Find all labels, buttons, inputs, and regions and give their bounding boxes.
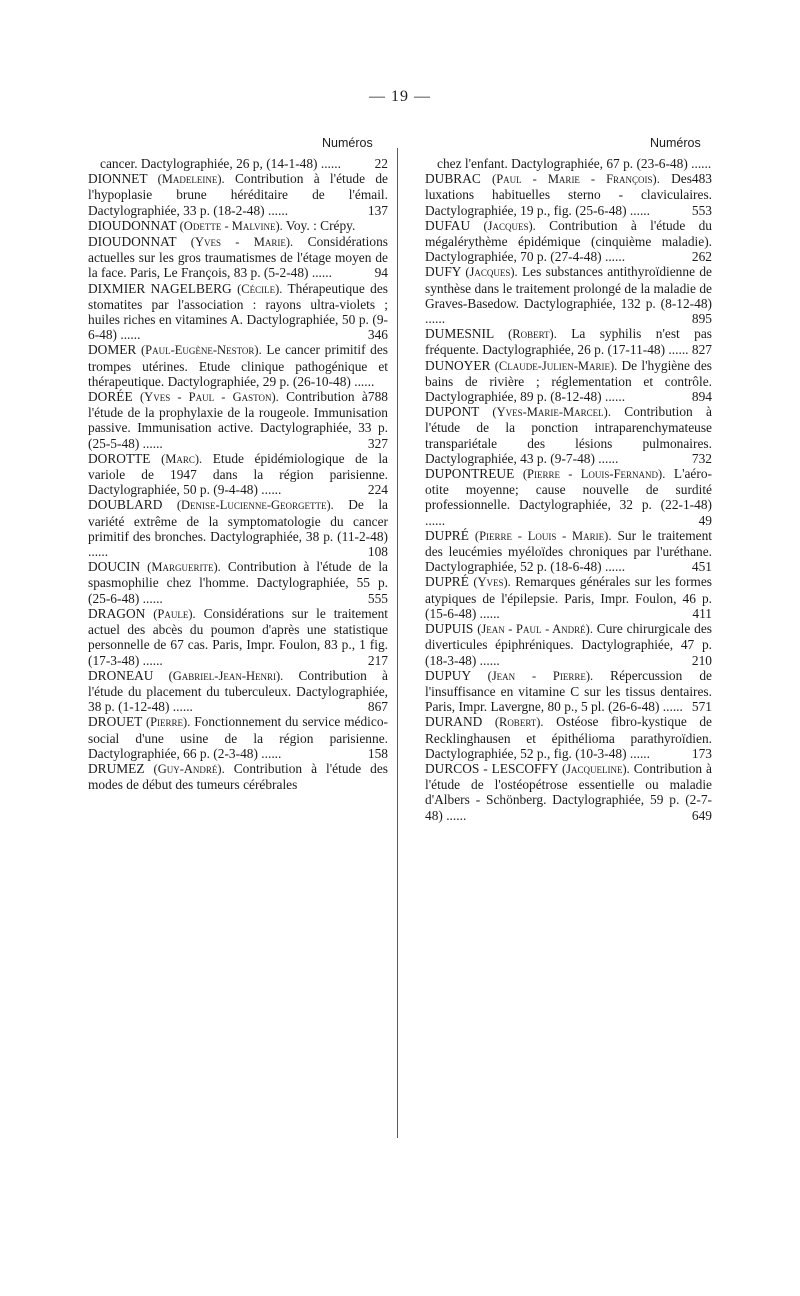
leader-dots: ...... xyxy=(476,652,500,668)
leader-dots: ...... xyxy=(601,389,626,405)
author-surname: DIOUDONNAT xyxy=(88,234,177,250)
left-column xyxy=(88,156,388,792)
entry-number: 327 xyxy=(367,435,388,451)
thesis-description: Répercussion de l'insuffisance en vitamine C sur les tissus dentaires. Paris, Impr. Lavergne, 80 p., 5 pl. (26-6-48) xyxy=(425,667,712,715)
leader-dots: ...... xyxy=(425,512,446,528)
leader-dots: ...... xyxy=(476,605,500,621)
entry-number: 224 xyxy=(367,482,388,498)
thesis-description: Considérations sur le traitement actuel des abcès du poumon d'après une statistique personnelle de 67 cas. Paris, Impr. Foulon, 83 p., 1 fig. (17-3-48) xyxy=(88,605,388,668)
author-given-names: (Yves - Paul - Gaston). xyxy=(140,390,279,405)
page-number: — 19 — xyxy=(369,88,431,105)
leader-dots: ...... xyxy=(442,807,467,823)
index-entry xyxy=(88,218,388,234)
thesis-description: Contribution à l'étude de l'hypoplasie brune héréditaire de l'émail. Dactylographiée, 33 p. (18-2-48) xyxy=(88,171,389,218)
author-given-names: (Paul - Marie - François). xyxy=(492,172,660,187)
thesis-description: Contribution à l'étude de la spasmophilie chez l'homme. Dactylographiée, 55 p. (25-6-48) xyxy=(88,559,388,606)
leader-dots: ...... xyxy=(425,311,446,327)
index-entry xyxy=(88,234,388,281)
leader-dots: ...... xyxy=(594,450,619,466)
author-surname: DUPUIS xyxy=(425,621,474,637)
entry-number: 108 xyxy=(367,544,388,560)
entry-number: 262 xyxy=(691,249,712,265)
entry-number: 346 xyxy=(367,327,388,343)
author-surname: DRONEAU xyxy=(88,667,154,683)
leader-dots: ...... xyxy=(88,544,109,560)
author-surname: DIONNET xyxy=(88,171,148,187)
leader-dots: ...... xyxy=(317,156,341,171)
author-given-names: (Paule). xyxy=(153,606,196,621)
index-entry xyxy=(425,761,712,823)
thesis-description: Les substances antithyroïdienne de synthèse dans le traitement prolongé de la maladie de Graves-Basedow. Dactylographiée, 132 p. (8-12-48) xyxy=(425,264,712,311)
thesis-description: Fonctionnement du service médico-social d'une usine de la région parisienne. Dactylographiée, 66 p. (2-3-48) xyxy=(88,714,389,761)
entry-number: 49 xyxy=(698,512,712,528)
author-given-names: (Jean - Paul - André). xyxy=(477,622,593,637)
entry-number: 158 xyxy=(367,745,388,761)
thesis-description: Thérapeutique des stomatites par l'association : rayons ultra-violets ; huiles riches en vitamines A. Dactylographiée, 50 p. (9-6-48) xyxy=(88,280,388,343)
index-entry xyxy=(88,606,388,668)
index-entry xyxy=(88,389,388,451)
entry-number: 22 xyxy=(374,156,388,171)
author-given-names: (Robert). xyxy=(508,327,557,342)
author-surname: DIOUDONNAT xyxy=(88,217,177,233)
thesis-description: Contribution à l'étude de l'ostéopétrose essentielle ou maladie d'Albers - Schönberg. Dactylographiée, 59 p. (2-7-48) xyxy=(425,760,712,823)
index-entry xyxy=(425,358,712,405)
thesis-description: Contribution à l'étude du placement du tuberculeux. Dactylographiée, 38 p. (1-12-48) xyxy=(88,667,388,715)
entry-number: 173 xyxy=(691,745,712,761)
author-given-names: (Marc). xyxy=(161,451,203,466)
thesis-description: Contribution à l'étude du mégalérythème épidémique (cinquième maladie). Dactylographiée, 70 p. (27-4-48) xyxy=(425,217,712,265)
author-given-names: (Paul-Eugène-Nestor). xyxy=(140,343,262,358)
author-surname: DUPONT xyxy=(425,404,480,420)
author-given-names: (Odette - Malvine). xyxy=(179,218,283,233)
entry-number: 894 xyxy=(691,389,712,405)
entry-number: 649 xyxy=(691,807,712,823)
thesis-description: Contribution à l'étude de la ponction intraparenchymateuse transpariétale des lésions pulmonaires. Dactylographiée, 43 p. (9-7-48) xyxy=(425,404,712,466)
author-surname: DRUMEZ xyxy=(88,760,145,776)
thesis-description: Des luxations habituelles sterno - claviculaires. Dactylographiée, 19 p., fig. (25-6-48) xyxy=(425,171,712,218)
index-entry xyxy=(88,761,388,792)
leader-dots: ...... xyxy=(659,699,683,715)
author-surname: DUMESNIL xyxy=(425,326,494,342)
author-given-names: (Jacqueline). xyxy=(561,761,630,776)
entry-number: 217 xyxy=(367,652,388,668)
index-entry xyxy=(88,668,388,715)
leader-dots: ...... xyxy=(308,265,332,281)
thesis-description: Contribution à l'étude de la prophylaxie de la rougeole. Immunisation passive. Immunisation active. Dactylographiée, 33 p. (25-5-48) xyxy=(88,389,388,451)
author-surname: DUPRÉ xyxy=(425,574,469,590)
leader-dots: ...... xyxy=(601,249,626,265)
author-given-names: (Jean - Pierre). xyxy=(487,668,594,683)
author-surname: DRAGON xyxy=(88,605,146,621)
thesis-description: La syphilis n'est pas fréquente. Dactylographiée, 26 p. (17-11-48) xyxy=(425,326,712,358)
index-entry xyxy=(425,574,712,621)
leader-dots: ...... xyxy=(626,745,650,761)
thesis-description: Contribution à l'étude des modes de début des tumeurs cérébrales xyxy=(88,760,388,793)
right-column-heading: Numéros xyxy=(650,136,701,150)
leader-dots: ...... xyxy=(626,202,650,218)
author-surname: DUPONTREUE xyxy=(425,466,515,482)
author-surname: DROUET xyxy=(88,714,143,730)
author-given-names: (Yves-Marie-Marcel). xyxy=(492,405,611,420)
author-surname: DUPRÉ xyxy=(425,527,469,543)
index-entry xyxy=(425,218,712,265)
author-surname: DUNOYER xyxy=(425,357,491,373)
thesis-description: Cure chirurgicale des diverticules épiphréniques. Dactylographiée, 47 p. (18-3-48) xyxy=(425,621,712,668)
author-surname: DUBRAC xyxy=(425,171,481,187)
index-entry xyxy=(425,714,712,761)
leader-dots: ...... xyxy=(169,699,193,715)
index-entry xyxy=(88,559,388,606)
entry-number: 483 xyxy=(691,171,712,187)
author-surname: DIXMIER NAGELBERG xyxy=(88,280,232,296)
entry-number: 827 xyxy=(691,342,712,358)
author-given-names: (Marguerite). xyxy=(147,560,221,575)
leader-dots: ...... xyxy=(264,202,289,218)
leader-dots: ...... xyxy=(601,559,626,575)
entry-number: 94 xyxy=(374,265,388,281)
entry-number: 555 xyxy=(367,590,388,606)
thesis-description: De l'hygiène des bains de rivière ; réglementation et contrôle. Dactylographiée, 89 p. (8-12-48) xyxy=(425,357,712,405)
author-surname: DOMER xyxy=(88,342,137,358)
leader-dots: ...... xyxy=(139,435,163,451)
author-given-names: (Robert). xyxy=(494,715,544,730)
entry-number: 411 xyxy=(692,605,712,621)
thesis-description: Remarques générales sur les formes atypiques de l'épilepsie. Paris, Impr. Foulon, 46 p. (15-6-48) xyxy=(425,574,712,621)
thesis-description: Sur le traitement des leucémies myéloïdes chroniques par l'uréthane. Dactylographiée, 52 p. (18-6-48) xyxy=(425,527,712,575)
author-given-names: (Denise-Lucienne-Georgette). xyxy=(176,498,334,513)
author-surname: DORÉE xyxy=(88,389,133,405)
author-given-names: (Guy-André). xyxy=(153,761,225,776)
leader-dots: ...... xyxy=(350,373,375,389)
entry-number: 553 xyxy=(691,202,712,218)
author-given-names: (Madeleine). xyxy=(157,172,225,187)
leader-dots: ...... xyxy=(257,745,282,761)
index-entry xyxy=(425,466,712,528)
index-entry xyxy=(88,281,388,343)
leader-dots: ...... xyxy=(687,156,712,171)
entry-number: 732 xyxy=(691,450,712,466)
thesis-description: Etude épidémiologique de la variole de 1947 dans la région parisienne. Dactylographiée, 50 p. (9-4-48) xyxy=(88,450,388,498)
author-surname: DURAND xyxy=(425,714,483,730)
author-given-names: (Yves). xyxy=(473,575,511,590)
index-entry xyxy=(425,326,712,357)
author-given-names: (Gabriel-Jean-Henri). xyxy=(168,668,284,683)
thesis-description: Considérations actuelles sur les gros traumatismes de l'étage moyen de la face. Paris, Le François, 83 p. (5-2-48) xyxy=(88,234,388,281)
index-entry xyxy=(425,171,712,218)
author-surname: DUPUY xyxy=(425,667,471,683)
entry-number: 451 xyxy=(691,559,712,575)
index-entry xyxy=(88,714,388,761)
index-entry xyxy=(425,621,712,668)
entry-number: 571 xyxy=(691,699,712,715)
index-entry xyxy=(88,156,388,171)
right-column xyxy=(425,156,712,823)
author-given-names: (Jacques). xyxy=(465,265,518,280)
index-entry xyxy=(88,171,388,218)
entry-number: 210 xyxy=(691,652,712,668)
index-entry xyxy=(88,451,388,498)
leader-dots: ...... xyxy=(139,590,163,606)
thesis-description: Le cancer primitif des trompes utérines. Etude clinique pathogénique et thérapeutique. Dactylographiée, 29 p. (26-10-48) xyxy=(88,342,388,389)
author-surname: DOUCIN xyxy=(88,559,141,575)
index-entry xyxy=(425,668,712,715)
entry-number: 788 xyxy=(367,389,388,405)
author-given-names: (Yves - Marie). xyxy=(190,235,294,250)
author-given-names: (Jacques). xyxy=(483,218,536,233)
thesis-description: cancer. Dactylographiée, 26 p, (14-1-48) xyxy=(100,156,318,171)
leader-dots: ...... xyxy=(139,652,163,668)
author-surname: DUFAU xyxy=(425,217,471,233)
author-surname: DOROTTE xyxy=(88,450,151,466)
author-given-names: (Pierre - Louis - Marie). xyxy=(474,528,612,543)
index-entry xyxy=(425,264,712,326)
author-surname: DURCOS - LESCOFFY xyxy=(425,760,559,776)
author-given-names: (Pierre). xyxy=(145,715,191,730)
author-surname: DUFY xyxy=(425,264,461,280)
leader-dots: ...... xyxy=(117,327,141,343)
entry-number: 137 xyxy=(367,202,388,218)
column-divider xyxy=(397,148,398,1138)
entry-number: 867 xyxy=(367,699,388,715)
author-given-names: (Pierre - Louis-Fernand). xyxy=(522,467,666,482)
author-surname: DOUBLARD xyxy=(88,497,163,513)
thesis-description: De la variété extrême de la symptomatologie du cancer primitif des bronches. Dactylographiée, 38 p. (11-2-48) xyxy=(88,497,388,544)
thesis-description: Ostéose fibro-kystique de Recklinghausen et épithélioma parathyroïdien. Dactylographiée, 52 p., fig. (10-3-48) xyxy=(425,714,712,761)
entry-number: 895 xyxy=(691,311,712,327)
index-entry xyxy=(88,497,388,559)
left-column-heading: Numéros xyxy=(322,136,373,150)
thesis-description: L'aéro-otite moyenne; cause nouvelle de surdité professionnelle. Dactylographiée, 32 p. (22-1-48) xyxy=(425,466,712,513)
author-given-names: (Cécile). xyxy=(237,281,283,296)
thesis-description: chez l'enfant. Dactylographiée, 67 p. (23-6-48) xyxy=(437,156,688,171)
index-entry xyxy=(425,404,712,466)
author-given-names: (Claude-Julien-Marie). xyxy=(494,358,618,373)
leader-dots: ...... xyxy=(257,482,282,498)
index-entry xyxy=(425,528,712,575)
leader-dots: ...... xyxy=(665,342,689,358)
thesis-description: Voy. : Crépy. xyxy=(285,217,356,233)
